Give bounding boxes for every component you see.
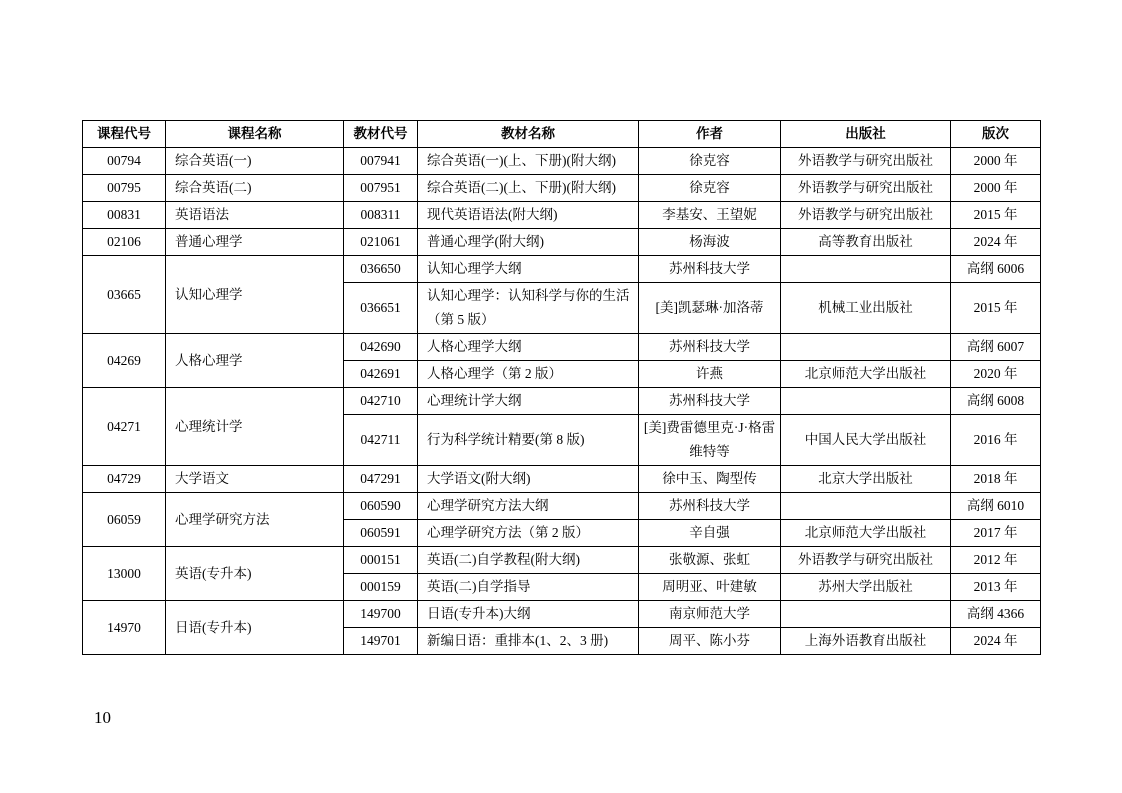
- cell-course-name: 认知心理学: [166, 256, 344, 334]
- cell-book-name: 新编日语：重排本(1、2、3 册): [418, 628, 639, 655]
- cell-edition: 2015 年: [951, 202, 1041, 229]
- cell-book-name: 日语(专升本)大纲: [418, 601, 639, 628]
- cell-course-code: 04729: [83, 466, 166, 493]
- cell-book-name: 心理学研究方法大纲: [418, 493, 639, 520]
- cell-book-name: 普通心理学(附大纲): [418, 229, 639, 256]
- cell-course-code: 00794: [83, 148, 166, 175]
- cell-edition: 2013 年: [951, 574, 1041, 601]
- cell-publisher: [781, 334, 951, 361]
- cell-author: [美]费雷德里克·J·格雷维特等: [639, 415, 781, 466]
- cell-edition: 2000 年: [951, 175, 1041, 202]
- cell-author: 李基安、王望妮: [639, 202, 781, 229]
- cell-publisher: 北京师范大学出版社: [781, 361, 951, 388]
- cell-course-name: 日语(专升本): [166, 601, 344, 655]
- cell-author: 辛自强: [639, 520, 781, 547]
- cell-course-code: 04269: [83, 334, 166, 388]
- cell-publisher: 外语教学与研究出版社: [781, 175, 951, 202]
- cell-course-code: 03665: [83, 256, 166, 334]
- cell-book-name: 认知心理学大纲: [418, 256, 639, 283]
- cell-course-code: 00831: [83, 202, 166, 229]
- column-header-book-code: 教材代号: [344, 121, 418, 148]
- cell-publisher: 机械工业出版社: [781, 283, 951, 334]
- table-body: [83, 148, 1041, 655]
- cell-course-name: 心理统计学: [166, 388, 344, 466]
- cell-edition: 高纲 6007: [951, 334, 1041, 361]
- cell-course-name: 心理学研究方法: [166, 493, 344, 547]
- textbook-table: [82, 120, 1041, 655]
- table-row: [83, 148, 1041, 175]
- table-row: [83, 334, 1041, 361]
- cell-publisher: [781, 493, 951, 520]
- cell-publisher: [781, 256, 951, 283]
- cell-author: 苏州科技大学: [639, 334, 781, 361]
- cell-edition: 2017 年: [951, 520, 1041, 547]
- cell-edition: 高纲 6010: [951, 493, 1041, 520]
- cell-edition: 2015 年: [951, 283, 1041, 334]
- cell-edition: 2012 年: [951, 547, 1041, 574]
- cell-course-name: 普通心理学: [166, 229, 344, 256]
- cell-author: 徐克容: [639, 148, 781, 175]
- cell-book-code: 007941: [344, 148, 418, 175]
- cell-edition: 2000 年: [951, 148, 1041, 175]
- table-header-row: [83, 121, 1041, 148]
- cell-author: 周明亚、叶建敏: [639, 574, 781, 601]
- column-header-edition: 版次: [951, 121, 1041, 148]
- table-row: [83, 493, 1041, 520]
- column-header-course-code: 课程代号: [83, 121, 166, 148]
- cell-book-name: 心理学研究方法（第 2 版）: [418, 520, 639, 547]
- table-row: [83, 202, 1041, 229]
- cell-publisher: [781, 388, 951, 415]
- cell-edition: 2020 年: [951, 361, 1041, 388]
- cell-publisher: 北京大学出版社: [781, 466, 951, 493]
- cell-book-name: 大学语文(附大纲): [418, 466, 639, 493]
- cell-book-code: 047291: [344, 466, 418, 493]
- cell-publisher: 上海外语教育出版社: [781, 628, 951, 655]
- cell-book-name: 人格心理学大纲: [418, 334, 639, 361]
- cell-publisher: 外语教学与研究出版社: [781, 202, 951, 229]
- cell-book-code: 000159: [344, 574, 418, 601]
- column-header-book-name: 教材名称: [418, 121, 639, 148]
- cell-course-name: 人格心理学: [166, 334, 344, 388]
- cell-book-code: 149700: [344, 601, 418, 628]
- cell-book-code: 008311: [344, 202, 418, 229]
- cell-course-code: 02106: [83, 229, 166, 256]
- cell-course-code: 14970: [83, 601, 166, 655]
- cell-book-name: 人格心理学（第 2 版）: [418, 361, 639, 388]
- table-row: [83, 175, 1041, 202]
- cell-book-code: 007951: [344, 175, 418, 202]
- cell-author: 张敬源、张虹: [639, 547, 781, 574]
- column-header-publisher: 出版社: [781, 121, 951, 148]
- cell-book-name: 英语(二)自学指导: [418, 574, 639, 601]
- table-row: [83, 547, 1041, 574]
- cell-author: [美]凯瑟琳·加洛蒂: [639, 283, 781, 334]
- cell-publisher: 外语教学与研究出版社: [781, 547, 951, 574]
- cell-course-code: 06059: [83, 493, 166, 547]
- cell-edition: 高纲 6006: [951, 256, 1041, 283]
- cell-book-code: 036650: [344, 256, 418, 283]
- cell-author: 徐中玉、陶型传: [639, 466, 781, 493]
- cell-edition: 高纲 4366: [951, 601, 1041, 628]
- cell-publisher: 苏州大学出版社: [781, 574, 951, 601]
- cell-course-name: 英语(专升本): [166, 547, 344, 601]
- cell-course-name: 英语语法: [166, 202, 344, 229]
- column-header-course-name: 课程名称: [166, 121, 344, 148]
- cell-author: 南京师范大学: [639, 601, 781, 628]
- cell-publisher: 外语教学与研究出版社: [781, 148, 951, 175]
- cell-publisher: 北京师范大学出版社: [781, 520, 951, 547]
- cell-book-name: 心理统计学大纲: [418, 388, 639, 415]
- cell-publisher: 高等教育出版社: [781, 229, 951, 256]
- cell-edition: 2016 年: [951, 415, 1041, 466]
- cell-course-code: 00795: [83, 175, 166, 202]
- table-row: [83, 388, 1041, 415]
- cell-author: 徐克容: [639, 175, 781, 202]
- cell-publisher: 中国人民大学出版社: [781, 415, 951, 466]
- cell-publisher: [781, 601, 951, 628]
- cell-author: 苏州科技大学: [639, 256, 781, 283]
- cell-course-code: 13000: [83, 547, 166, 601]
- page-number: 10: [94, 708, 111, 727]
- cell-book-name: 认知心理学：认知科学与你的生活（第 5 版）: [418, 283, 639, 334]
- cell-author: 周平、陈小芬: [639, 628, 781, 655]
- cell-book-name: 现代英语语法(附大纲): [418, 202, 639, 229]
- cell-author: 杨海波: [639, 229, 781, 256]
- cell-author: 苏州科技大学: [639, 493, 781, 520]
- table-row: [83, 466, 1041, 493]
- column-header-author: 作者: [639, 121, 781, 148]
- cell-book-name: 行为科学统计精要(第 8 版): [418, 415, 639, 466]
- cell-book-code: 042690: [344, 334, 418, 361]
- cell-book-code: 021061: [344, 229, 418, 256]
- cell-author: 许燕: [639, 361, 781, 388]
- cell-book-code: 060591: [344, 520, 418, 547]
- table-row: [83, 601, 1041, 628]
- cell-book-name: 综合英语(一)(上、下册)(附大纲): [418, 148, 639, 175]
- cell-edition: 高纲 6008: [951, 388, 1041, 415]
- cell-book-code: 042710: [344, 388, 418, 415]
- cell-book-code: 000151: [344, 547, 418, 574]
- cell-edition: 2018 年: [951, 466, 1041, 493]
- cell-book-code: 036651: [344, 283, 418, 334]
- cell-course-code: 04271: [83, 388, 166, 466]
- cell-course-name: 综合英语(一): [166, 148, 344, 175]
- cell-book-name: 英语(二)自学教程(附大纲): [418, 547, 639, 574]
- table-row: [83, 229, 1041, 256]
- cell-book-code: 042691: [344, 361, 418, 388]
- cell-course-name: 综合英语(二): [166, 175, 344, 202]
- table-row: [83, 256, 1041, 283]
- cell-book-name: 综合英语(二)(上、下册)(附大纲): [418, 175, 639, 202]
- cell-book-code: 042711: [344, 415, 418, 466]
- cell-course-name: 大学语文: [166, 466, 344, 493]
- table-header-row: [83, 121, 1041, 148]
- cell-book-code: 060590: [344, 493, 418, 520]
- cell-book-code: 149701: [344, 628, 418, 655]
- cell-author: 苏州科技大学: [639, 388, 781, 415]
- cell-edition: 2024 年: [951, 628, 1041, 655]
- cell-edition: 2024 年: [951, 229, 1041, 256]
